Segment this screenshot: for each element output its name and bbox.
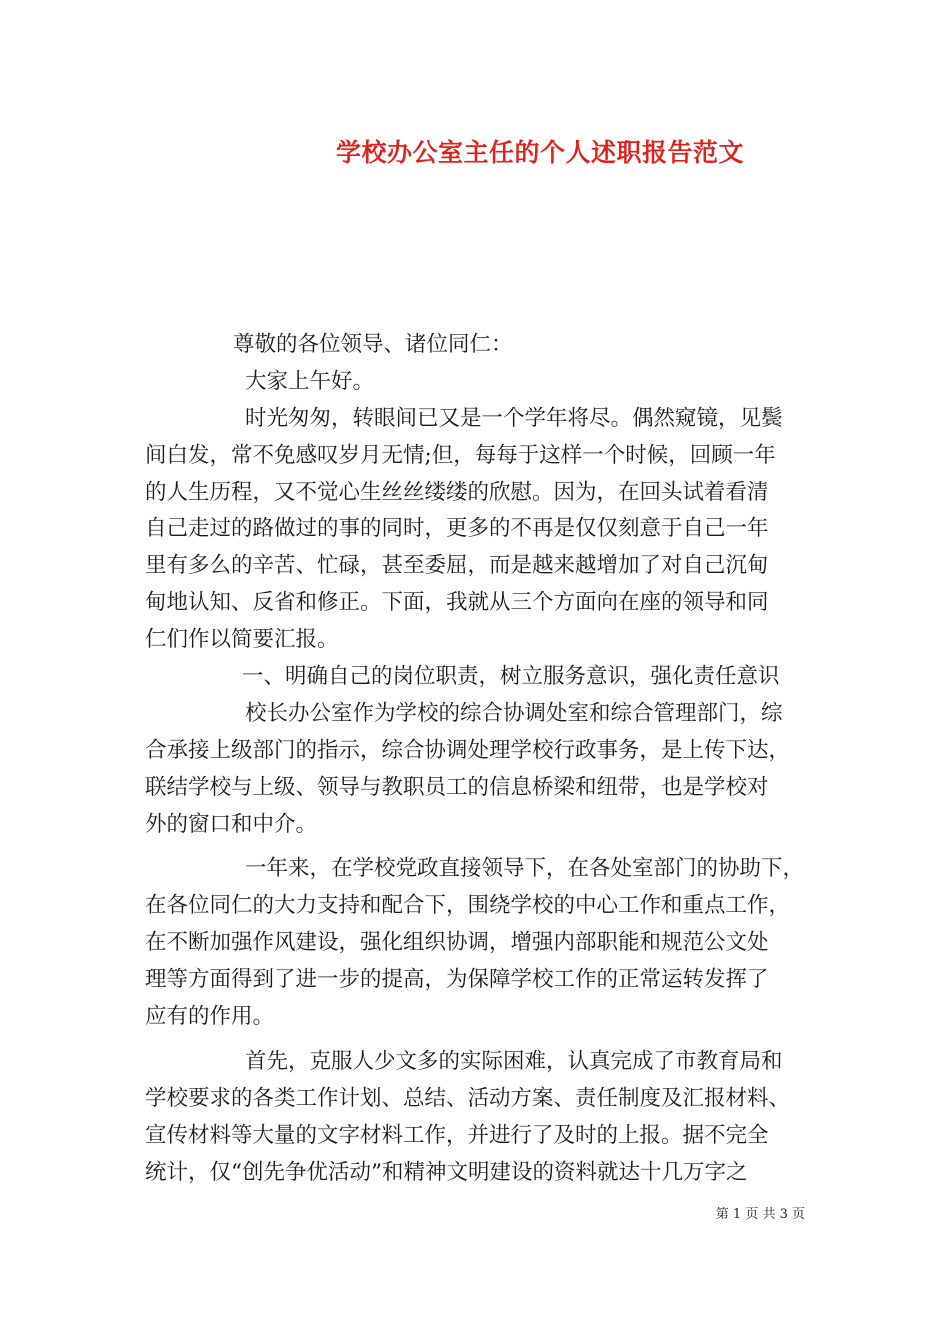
- paragraph-line: 一年来，在学校党政直接领导下，在各处室部门的协助下，: [245, 856, 805, 882]
- paragraph-line: 应有的作用。: [145, 1004, 275, 1030]
- paragraph-line: 甸地认知、反省和修正。下面，我就从三个方面向在座的领导和同: [145, 590, 769, 616]
- paragraph-line: 在不断加强作风建设，强化组织协调，增强内部职能和规范公文处: [145, 930, 769, 956]
- section-heading: 一、明确自己的岗位职责，树立服务意识，强化责任意识: [242, 664, 780, 690]
- paragraph-line: 外的窗口和中介。: [145, 811, 318, 837]
- paragraph-line: 理等方面得到了进一步的提高，为保障学校工作的正常运转发挥了: [145, 967, 769, 993]
- paragraph-line: 时光匆匆，转眼间已又是一个学年将尽。偶然窥镜，见鬓: [245, 405, 783, 431]
- paragraph-line: 联结学校与上级、领导与教职员工的信息桥梁和纽带，也是学校对: [145, 774, 769, 800]
- greeting: 大家上午好。: [245, 368, 375, 394]
- paragraph-line: 间白发，常不免感叹岁月无情;但，每每于这样一个时候，回顾一年: [145, 442, 776, 468]
- paragraph-line: 统计，仅“创先争优活动”和精神文明建设的资料就达十几万字之: [145, 1159, 748, 1185]
- paragraph-line: 仁们作以简要汇报。: [145, 627, 339, 653]
- paragraph-line: 首先，克服人少文多的实际困难，认真完成了市教育局和: [245, 1048, 783, 1074]
- paragraph-line: 的人生历程，又不觉心生丝丝缕缕的欣慰。因为，在回头试着看清: [145, 479, 769, 505]
- paragraph-line: 在各位同仁的大力支持和配合下，围绕学校的中心工作和重点工作，: [145, 893, 791, 919]
- paragraph-line: 校长办公室作为学校的综合协调处室和综合管理部门，综: [245, 700, 783, 726]
- page-number: 第 1 页 共 3 页: [715, 1207, 805, 1222]
- paragraph-line: 宣传材料等大量的文字材料工作，并进行了及时的上报。据不完全: [145, 1122, 769, 1148]
- paragraph-line: 学校要求的各类工作计划、总结、活动方案、责任制度及汇报材料、: [145, 1085, 791, 1111]
- document-title: 学校办公室主任的个人述职报告范文: [335, 138, 744, 167]
- document-body: [145, 327, 810, 1191]
- paragraph-line: 自己走过的路做过的事的同时，更多的不再是仅仅刻意于自己一年: [145, 516, 769, 542]
- paragraph-line: 里有多么的辛苦、忙碌，甚至委屈，而是越来越增加了对自己沉甸: [145, 553, 769, 579]
- salutation: 尊敬的各位领导、诸位同仁：: [233, 332, 513, 357]
- paragraph-line: 合承接上级部门的指示，综合协调处理学校行政事务，是上传下达，: [145, 737, 791, 763]
